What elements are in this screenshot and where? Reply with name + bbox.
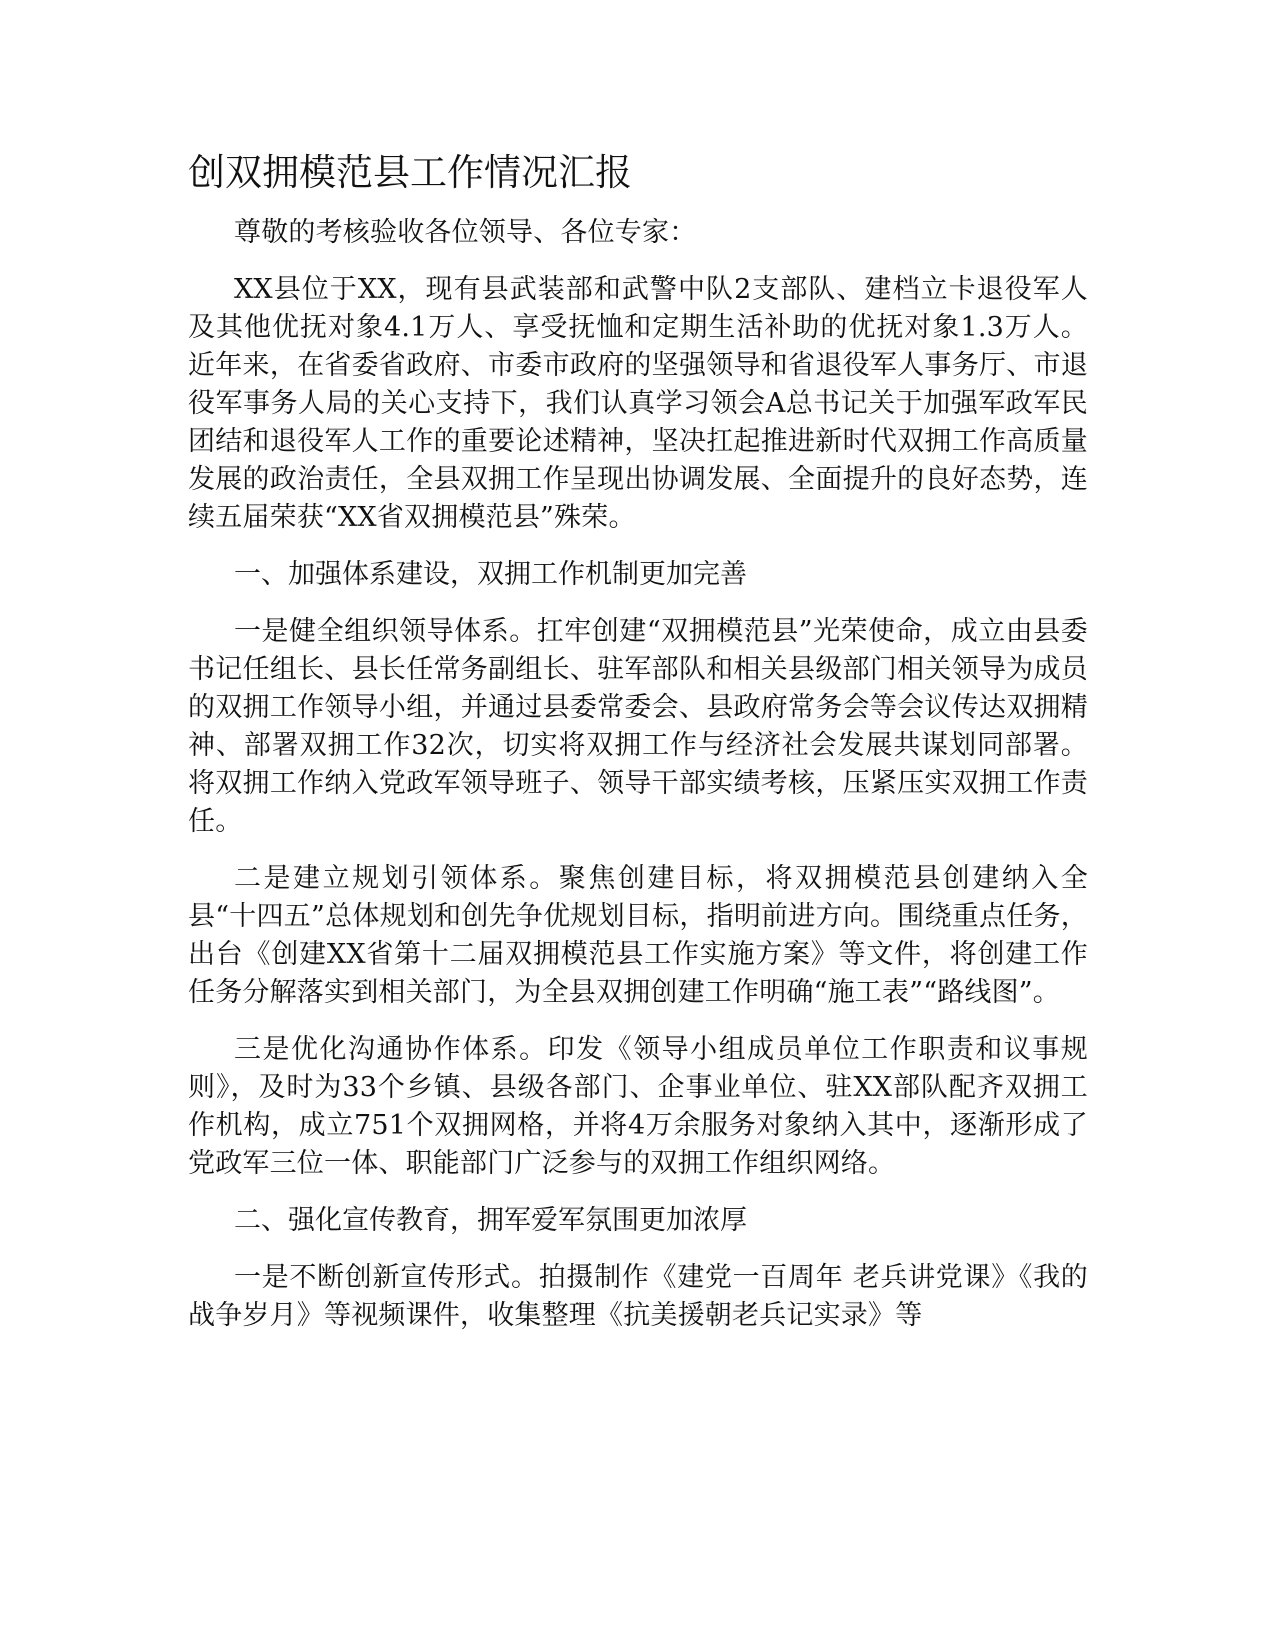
document-title: 创双拥模范县工作情况汇报 — [188, 151, 632, 194]
document-body — [188, 150, 1088, 1354]
greeting-paragraph: 尊敬的考核验收各位领导、各位专家： — [234, 217, 697, 248]
section-1-paragraph-2: 二是建立规划引领体系。聚焦创建目标，将双拥模范县创建纳入全县“十四五”总体规划和创先争优规划目标，指明前进方向。围绕重点任务，出台《创建XX省第十二届双拥模范县工作实施方案》等文件，将创建工作任务分解落实到相关部门，为全县双拥创建工作明确“施工表”“路线图”。 — [188, 863, 1088, 1008]
section-1-paragraph-3: 三是优化沟通协作体系。印发《领导小组成员单位工作职责和议事规则》，及时为33个乡镇、县级各部门、企事业单位、驻XX部队配齐双拥工作机构，成立751个双拥网格，并将4万余服务对象纳入其中，逐渐形成了党政军三位一体、职能部门广泛参与的双拥工作组织网络。 — [188, 1034, 1088, 1179]
section-1-paragraph-1: 一是健全组织领导体系。扛牢创建“双拥模范县”光荣使命，成立由县委书记任组长、县长任常务副组长、驻军部队和相关县级部门相关领导为成员的双拥工作领导小组，并通过县委常委会、县政府常务会等会议传达双拥精神、部署双拥工作32次，切实将双拥工作与经济社会发展共谋划同部署。将双拥工作纳入党政军领导班子、领导干部实绩考核，压紧压实双拥工作责任。 — [188, 616, 1088, 837]
section-2-heading: 二、强化宣传教育，拥军爱军氛围更加浓厚 — [234, 1205, 747, 1236]
section-2-paragraph-1: 一是不断创新宣传形式。拍摄制作《建党一百周年 老兵讲党课》《我的战争岁月》等视频课件，收集整理《抗美援朝老兵记实录》等 — [188, 1262, 1088, 1331]
section-1-heading: 一、加强体系建设，双拥工作机制更加完善 — [234, 559, 747, 590]
intro-paragraph: XX县位于XX，现有县武装部和武警中队2支部队、建档立卡退役军人及其他优抚对象4.1万人、享受抚恤和定期生活补助的优抚对象1.3万人。近年来，在省委省政府、市委市政府的坚强领导和省退役军人事务厅、市退役军事务人局的关心支持下，我们认真学习领会A总书记关于加强军政军民团结和退役军人工作的重要论述精神，坚决扛起推进新时代双拥工作高质量发展的政治责任，全县双拥工作呈现出协调发展、全面提升的良好态势，连续五届荣获“XX省双拥模范县”殊荣。 — [188, 274, 1088, 533]
